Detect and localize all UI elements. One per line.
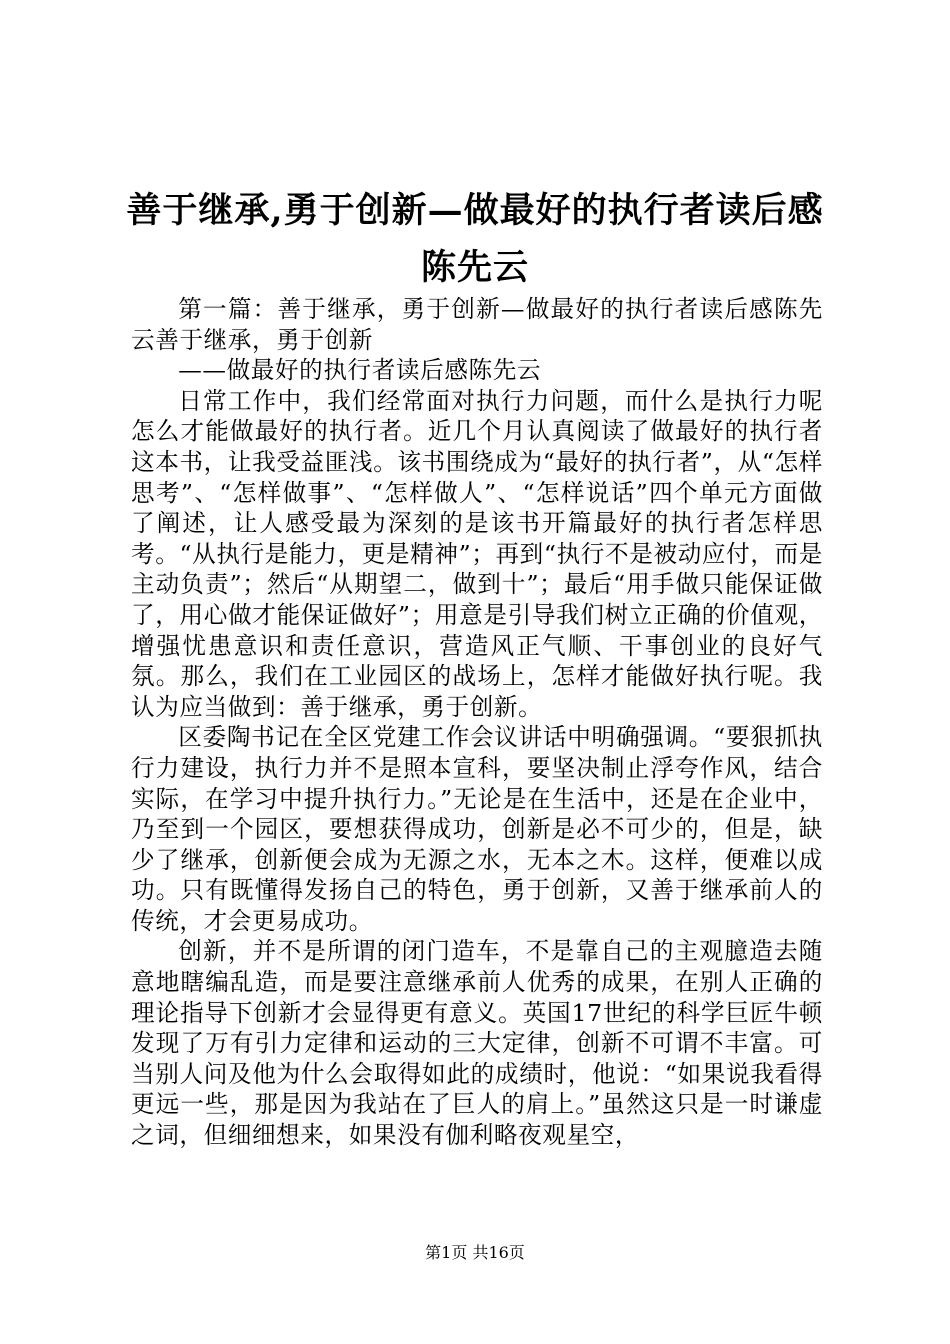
- document-title-line-2: 陈先云: [420, 247, 529, 288]
- document-title-line-1: 善于继承,勇于创新—做最好的执行者读后感: [126, 190, 824, 231]
- paragraph-5: 创新，并不是所谓的闭门造车，不是靠自己的主观臆造去随意地瞎编乱造，而是要注意继承前人优秀的成果，在别人正确的理论指导下创新才会显得更有意义。英国17世纪的科学巨匠牛顿发现了万有引力定律和运动的三大定律，创新不可谓不丰富。可当别人问及他为什么会取得如此的成绩时，他说：“如果说我看得更远一些，那是因为我站在了巨人的肩上。”虽然这只是一时谦虚之词，但细细想来，如果没有伽利略夜观星空，: [131, 937, 823, 1150]
- paragraph-4: 区委陶书记在全区党建工作会议讲话中明确强调。“要狠抓执行力建设，执行力并不是照本宣科，要坚决制止浮夸作风，结合实际，在学习中提升执行力。”无论是在生活中，还是在企业中，乃至到一个园区，要想获得成功，创新是必不可少的，但是，缺少了继承，创新便会成为无源之水，无本之木。这样，便难以成功。只有既懂得发扬自己的特色，勇于创新，又善于继承前人的传统，才会更易成功。: [131, 723, 823, 935]
- paragraph-3: 日常工作中，我们经常面对执行力问题，而什么是执行力呢怎么才能做最好的执行者。近几个月认真阅读了做最好的执行者这本书，让我受益匪浅。该书围绕成为“最好的执行者”，从“怎样思考”、“怎样做事”、“怎样做人”、“怎样说话”四个单元方面做了阐述，让人感受最为深刻的是该书开篇最好的执行者怎样思考。“从执行是能力，更是精神”；再到“执行不是被动应付，而是主动负责”；然后“从期望二，做到十”；最后“用手做只能保证做了，用心做才能保证做好”；用意是引导我们树立正确的价值观，增强忧患意识和责任意识，营造风正气顺、干事创业的良好气氛。那么，我们在工业园区的战场上，怎样才能做好执行呢。我认为应当做到：善于继承，勇于创新。: [131, 386, 823, 721]
- paragraph-2: ——做最好的执行者读后感陈先云: [178, 356, 542, 385]
- page-footer: 第1页 共16页: [425, 1243, 525, 1262]
- document-body: [131, 294, 823, 1151]
- paragraph-1: 第一篇：善于继承，勇于创新—做最好的执行者读后感陈先云善于继承，勇于创新: [131, 295, 823, 354]
